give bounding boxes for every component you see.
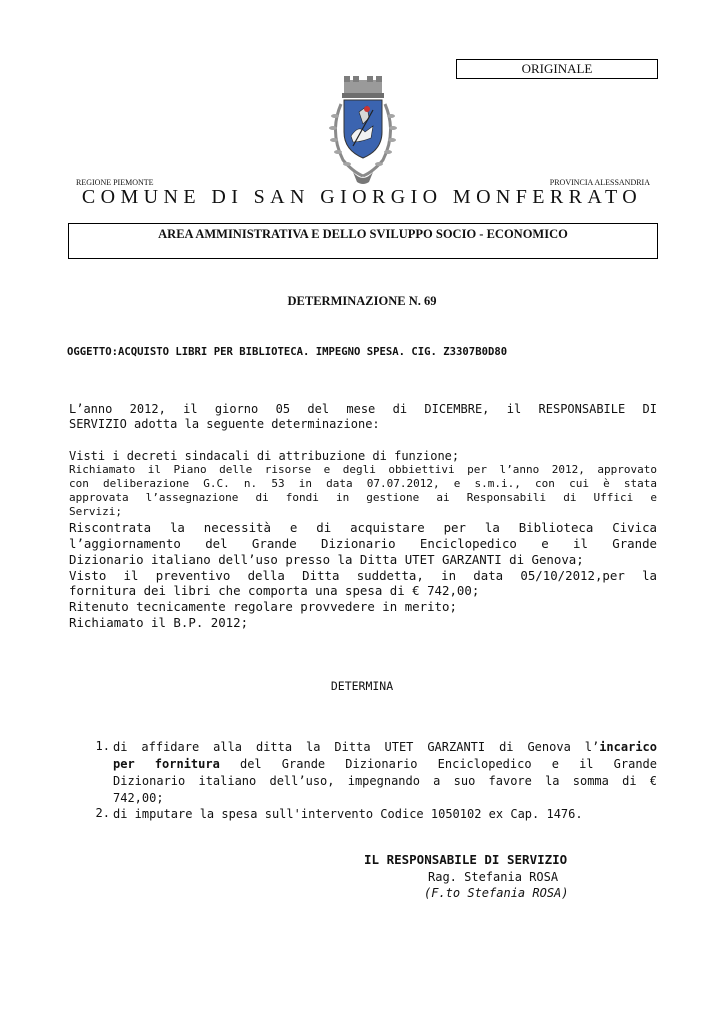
richiamato-line: con deliberazione G.C. n. 53 in data 07.07.2012, e s.m.i., con cui è stata <box>69 477 657 490</box>
riscontrata-line: l’aggiornamento del Grande Dizionario Enciclopedico e il Grande <box>69 536 657 551</box>
richiamato-line: approvata l’assegnazione di fondi in gestione ai Responsabili di Uffici e <box>69 491 657 504</box>
list-item <box>113 739 657 755</box>
determination-number: DETERMINAZIONE N. 69 <box>287 294 437 308</box>
region-label: REGIONE PIEMONTE <box>76 178 154 187</box>
item-bold-text: per fornitura <box>113 757 220 771</box>
item-text: del Grande Dizionario Enciclopedico e il Grande <box>219 757 658 771</box>
richiamato-line: Servizi; <box>69 505 122 518</box>
visto-line: fornitura dei libri che comporta una spesa di € 742,00; <box>69 583 480 598</box>
list-item-continuation <box>113 756 657 772</box>
riscontrata-line: Dizionario italiano dell’uso presso la Ditta UTET GARZANTI di Genova; <box>69 552 584 567</box>
signature-title: IL RESPONSABILE DI SERVIZIO <box>364 852 568 867</box>
list-item-continuation: 742,00; <box>113 791 164 805</box>
signature-signed: (F.to Stefania ROSA) <box>424 886 569 900</box>
intro-line: SERVIZIO adotta la seguente determinazione: <box>69 417 380 431</box>
item-text: di affidare alla ditta la Ditta UTET GARZANTI di Genova l’ <box>113 740 600 754</box>
signature-name: Rag. Stefania ROSA <box>428 870 559 884</box>
visto-line: Visto il preventivo della Ditta suddetta, in data 05/10/2012,per la <box>69 568 657 583</box>
original-stamp: ORIGINALE <box>456 59 658 79</box>
municipality-title: COMUNE DI SAN GIORGIO MONFERRATO <box>81 186 643 208</box>
municipal-crest-icon <box>323 76 403 188</box>
intro-line: L’anno 2012, il giorno 05 del mese di DICEMBRE, il RESPONSABILE DI <box>69 402 657 416</box>
determina-heading: DETERMINA <box>330 679 394 693</box>
ritenuto-line: Ritenuto tecnicamente regolare provvedere in merito; <box>69 599 457 614</box>
richiamato-bp-line: Richiamato il B.P. 2012; <box>69 615 249 630</box>
list-item-number: 2. <box>95 806 110 820</box>
item-bold-text: incarico <box>599 740 657 754</box>
list-item-continuation: Dizionario italiano dell’uso, impegnando a suo favore la somma di € <box>113 774 657 788</box>
subject-line: OGGETTO:ACQUISTO LIBRI PER BIBLIOTECA. IMPEGNO SPESA. CIG. Z3307B0D80 <box>67 346 508 358</box>
province-label: PROVINCIA ALESSANDRIA <box>549 178 650 187</box>
visti-line: Visti i decreti sindacali di attribuzione di funzione; <box>69 449 460 463</box>
riscontrata-line: Riscontrata la necessità e di acquistare per la Biblioteca Civica <box>69 520 657 535</box>
list-item: di imputare la spesa sull'intervento Codice 1050102 ex Cap. 1476. <box>113 807 583 821</box>
area-title: AREA AMMINISTRATIVA E DELLO SVILUPPO SOCIO - ECONOMICO <box>158 227 568 241</box>
list-item-number: 1. <box>95 739 110 753</box>
area-box <box>68 223 658 259</box>
richiamato-line: Richiamato il Piano delle risorse e degli obbiettivi per l’anno 2012, approvato <box>69 463 657 476</box>
